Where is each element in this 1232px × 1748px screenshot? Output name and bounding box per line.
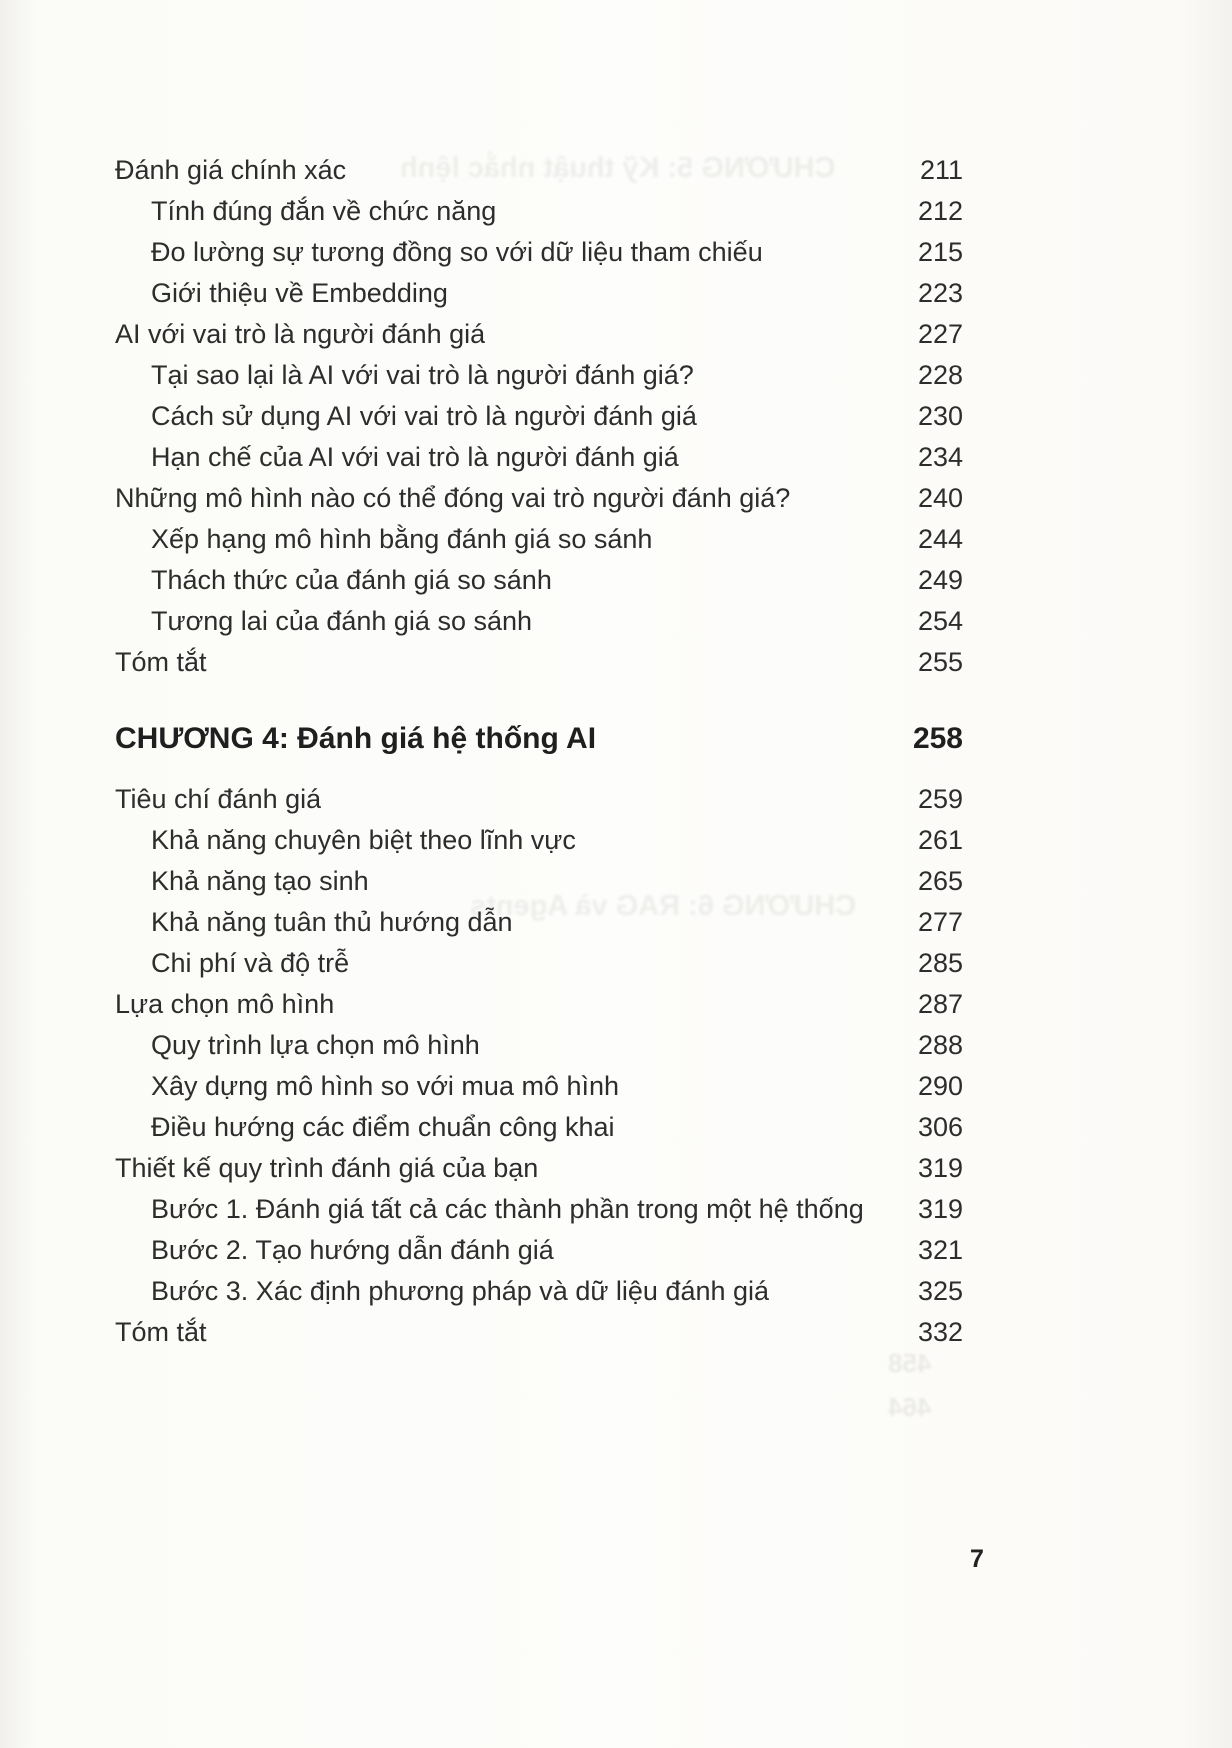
toc-entry-page-number: 230 (917, 401, 963, 431)
toc-entry-label: Tương lai của đánh giá so sánh (151, 606, 533, 636)
showthrough-page-number: 458 (888, 1348, 932, 1378)
toc-entry-page-number: 227 (917, 319, 963, 349)
toc-chapter-title: CHƯƠNG 4: Đánh giá hệ thống AI (115, 722, 597, 755)
toc-entry-row (115, 314, 963, 355)
toc-entry-label: Giới thiệu về Embedding (151, 278, 448, 308)
folio-page-number: 7 (970, 1545, 984, 1573)
toc-entry-page-number: 319 (917, 1153, 963, 1183)
toc-entry-page-number: 212 (917, 196, 963, 226)
toc-entry-label: Điều hướng các điểm chuẩn công khai (151, 1112, 615, 1142)
toc-entry-page-number: 234 (917, 442, 963, 472)
toc-entry-row (115, 150, 963, 191)
toc-entry-row (115, 984, 963, 1025)
toc-entry-label: Khả năng tuân thủ hướng dẫn (151, 907, 513, 937)
toc-entry-row (115, 861, 963, 902)
toc-entry-page-number: 321 (917, 1235, 963, 1265)
toc-entry-page-number: 277 (917, 907, 963, 937)
toc-entry-label: AI với vai trò là người đánh giá (115, 319, 486, 349)
toc-entry-label: Bước 1. Đánh giá tất cả các thành phần trong một hệ thống (151, 1194, 864, 1224)
toc-entry-page-number: 259 (917, 784, 963, 814)
toc-entry-label: Khả năng chuyên biệt theo lĩnh vực (151, 825, 576, 855)
toc-entry-row (115, 355, 963, 396)
toc-entry-row (115, 478, 963, 519)
toc-entry-label: Hạn chế của AI với vai trò là người đánh giá (151, 442, 679, 472)
toc-entry-label: Cách sử dụng AI với vai trò là người đánh giá (151, 401, 697, 431)
toc-entry-row (115, 1107, 963, 1148)
toc-entry-label: Đo lường sự tương đồng so với dữ liệu tham chiếu (151, 237, 763, 267)
showthrough-chapter-5-heading: CHƯƠNG 5: Kỹ thuật nhắc lệnh (400, 152, 836, 184)
toc-entry-page-number: 332 (917, 1317, 963, 1347)
toc-entry-row (115, 601, 963, 642)
toc-entry-page-number: 211 (919, 155, 963, 185)
showthrough-page-number: 464 (888, 1392, 932, 1422)
toc-entry-label: Đánh giá chính xác (115, 155, 347, 185)
showthrough-chapter-6-heading: CHƯƠNG 6: RAG và Agents (470, 890, 857, 922)
toc-entry-row (115, 820, 963, 861)
toc-entry-row (115, 519, 963, 560)
toc-entry-row (115, 273, 963, 314)
toc-entry-page-number: 254 (917, 606, 963, 636)
toc-entry-row (115, 1066, 963, 1107)
toc-entry-page-number: 288 (917, 1030, 963, 1060)
toc-entry-page-number: 249 (917, 565, 963, 595)
toc-entry-label: Thách thức của đánh giá so sánh (151, 565, 552, 595)
toc-entry-row (115, 779, 963, 820)
toc-entry-row (115, 1271, 963, 1312)
toc-entry-label: Lựa chọn mô hình (115, 989, 335, 1019)
toc-entry-label: Những mô hình nào có thể đóng vai trò người đánh giá? (115, 483, 791, 513)
toc-entry-page-number: 287 (917, 989, 963, 1019)
toc-entry-page-number: 258 (912, 722, 963, 755)
toc-chapter-row (115, 717, 963, 761)
toc-entry-row (115, 1148, 963, 1189)
toc-entry-label: Bước 2. Tạo hướng dẫn đánh giá (151, 1235, 554, 1265)
toc-entry-page-number: 240 (917, 483, 963, 513)
toc-entry-label: Chi phí và độ trễ (151, 948, 350, 978)
toc-entry-page-number: 244 (917, 524, 963, 554)
toc-entry-label: Thiết kế quy trình đánh giá của bạn (115, 1153, 539, 1183)
toc-entry-row (115, 560, 963, 601)
toc-entry-page-number: 325 (917, 1276, 963, 1306)
toc-entry-page-number: 265 (917, 866, 963, 896)
toc-entry-page-number: 290 (917, 1071, 963, 1101)
toc-entry-page-number: 285 (917, 948, 963, 978)
toc-entry-row (115, 232, 963, 273)
toc-entry-label: Quy trình lựa chọn mô hình (151, 1030, 480, 1060)
toc-entry-page-number: 215 (917, 237, 963, 267)
toc-entry-page-number: 261 (917, 825, 963, 855)
toc-entry-page-number: 319 (917, 1194, 963, 1224)
toc-entry-row (115, 191, 963, 232)
toc-entry-row (115, 1189, 963, 1230)
toc-entry-row (115, 437, 963, 478)
toc-entry-label: Bước 3. Xác định phương pháp và dữ liệu đánh giá (151, 1276, 770, 1306)
toc-entry-row (115, 1312, 963, 1353)
toc-entry-page-number: 306 (917, 1112, 963, 1142)
table-of-contents (115, 150, 963, 1353)
toc-entry-label: Tóm tắt (115, 647, 207, 677)
toc-entry-row (115, 642, 963, 683)
toc-entry-row (115, 902, 963, 943)
toc-entry-page-number: 228 (917, 360, 963, 390)
toc-entry-row (115, 943, 963, 984)
toc-entry-label: Tóm tắt (115, 1317, 207, 1347)
toc-entry-row (115, 396, 963, 437)
toc-entry-page-number: 223 (917, 278, 963, 308)
toc-entry-label: Tại sao lại là AI với vai trò là người đánh giá? (151, 360, 694, 390)
toc-entry-label: Tính đúng đắn về chức năng (151, 196, 497, 226)
toc-entry-label: Khả năng tạo sinh (151, 866, 369, 896)
toc-entry-label: Xây dựng mô hình so với mua mô hình (151, 1071, 620, 1101)
toc-entry-row (115, 1025, 963, 1066)
toc-entry-row (115, 1230, 963, 1271)
toc-entry-label: Xếp hạng mô hình bằng đánh giá so sánh (151, 524, 653, 554)
toc-entry-page-number: 255 (917, 647, 963, 677)
toc-entry-label: Tiêu chí đánh giá (115, 784, 322, 814)
